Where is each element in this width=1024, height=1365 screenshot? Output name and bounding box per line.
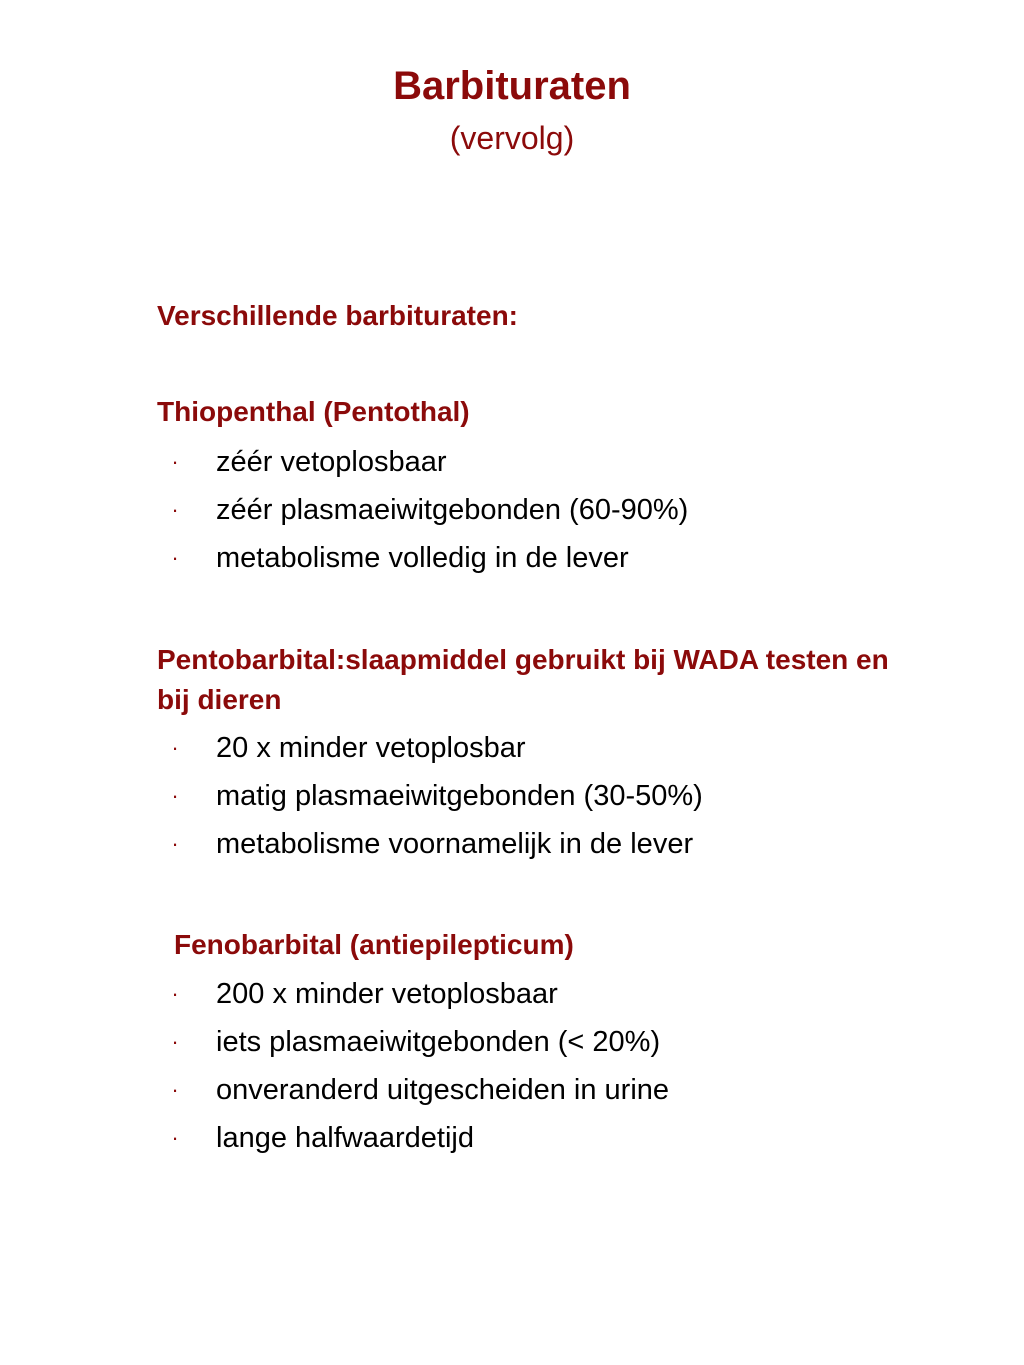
list-item-text: zéér plasmaeiwitgebonden (60-90%) bbox=[216, 494, 689, 526]
bullet-icon: · bbox=[171, 1125, 179, 1150]
list-item-text: 20 x minder vetoplosbar bbox=[216, 732, 526, 764]
section-heading-pentobarbital: Pentobarbital:slaapmiddel gebruikt bij WADA testen en bij dieren bbox=[157, 644, 889, 715]
intro-heading: Verschillende barbituraten: bbox=[157, 300, 518, 331]
list-item-text: matig plasmaeiwitgebonden (30-50%) bbox=[216, 780, 703, 812]
list-item-text: lange halfwaardetijd bbox=[216, 1122, 474, 1154]
list-item-text: zéér vetoplosbaar bbox=[216, 446, 447, 478]
section-heading-thiopenthal: Thiopenthal (Pentothal) bbox=[157, 396, 470, 427]
bullet-icon: · bbox=[171, 449, 179, 474]
bullet-icon: · bbox=[171, 783, 179, 808]
bullet-icon: · bbox=[171, 1077, 179, 1102]
list-item-text: 200 x minder vetoplosbaar bbox=[216, 978, 558, 1010]
list-item-text: metabolisme volledig in de lever bbox=[216, 542, 629, 574]
section-heading-fenobarbital: Fenobarbital (antiepilepticum) bbox=[174, 929, 574, 960]
list-item-text: iets plasmaeiwitgebonden (< 20%) bbox=[216, 1026, 661, 1058]
page-subtitle: (vervolg) bbox=[449, 120, 575, 156]
bullet-icon: · bbox=[171, 1029, 179, 1054]
bullet-icon: · bbox=[171, 497, 179, 522]
page-title: Barbituraten bbox=[393, 64, 631, 108]
bullet-icon: · bbox=[171, 545, 179, 570]
bullet-icon: · bbox=[171, 831, 179, 856]
bullet-icon: · bbox=[171, 735, 179, 760]
list-item-text: onveranderd uitgescheiden in urine bbox=[216, 1074, 670, 1106]
bullet-icon: · bbox=[171, 981, 179, 1006]
list-item-text: metabolisme voornamelijk in de lever bbox=[216, 828, 694, 860]
